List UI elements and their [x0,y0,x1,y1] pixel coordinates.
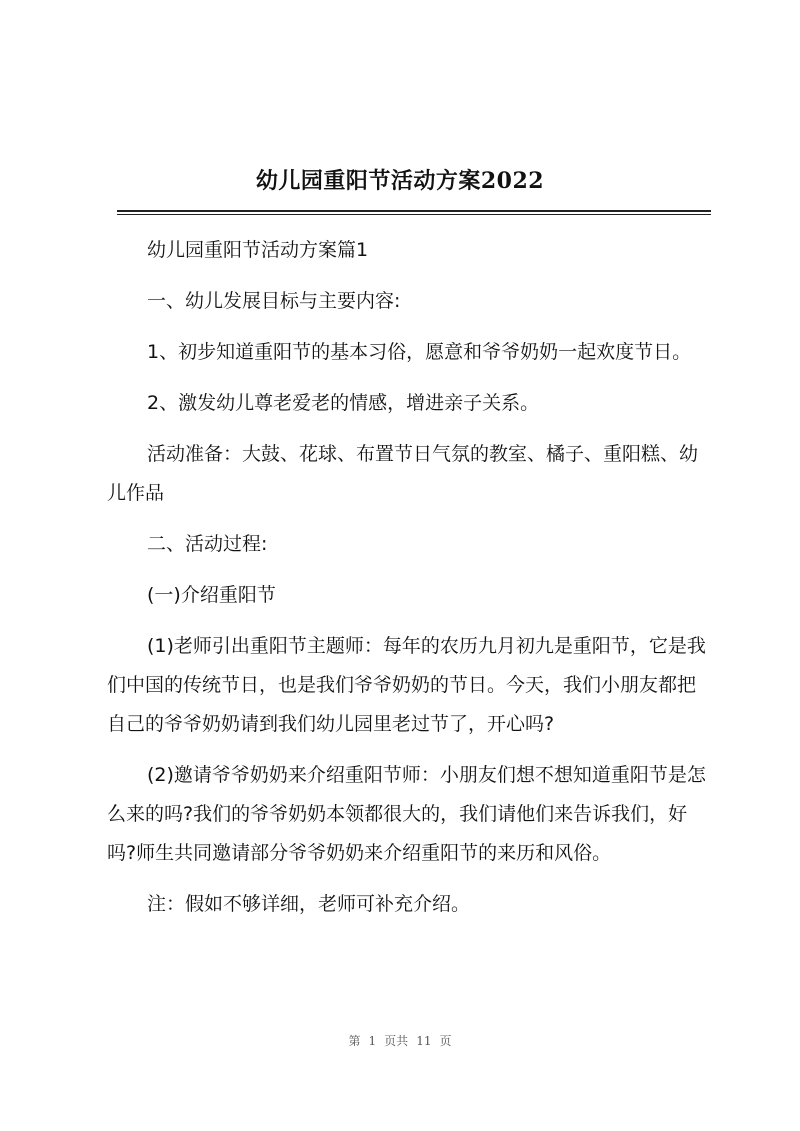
sub-heading: (一)介绍重阳节 [147,584,276,606]
title-divider-thin [117,214,711,215]
note-paragraph: 注：假如不够详细，老师可补充介绍。 [147,893,471,915]
body-paragraph: (1)老师引出重阳节主题师：每年的农历九月初九是重阳节，它是我们中国的传统节日，也是我们爷爷奶奶的节日。今天，我们小朋友都把自己的爷爷奶奶请到我们幼儿园里老过节了，开心吗? [107,635,706,735]
footer-prefix: 第 [348,1034,361,1048]
outline-heading: 一、幼儿发展目标与主要内容: [147,290,401,312]
goal-item: 1、初步知道重阳节的基本习俗，愿意和爷爷奶奶一起欢度节日。 [147,341,692,363]
footer-suffix: 页 [439,1034,452,1048]
outline-heading: 二、活动过程: [147,533,268,555]
section-heading: 幼儿园重阳节活动方案篇1 [147,239,369,261]
materials-paragraph: 活动准备：大鼓、花球、布置节日气氛的教室、橘子、重阳糕、幼儿作品 [107,443,699,504]
footer-mid: 页共 [384,1034,409,1048]
page-footer [0,1032,800,1049]
body-paragraph: (2)邀请爷爷奶奶来介绍重阳节师：小朋友们想不想知道重阳节是怎么来的吗?我们的爷爷奶奶本领都很大的，我们请他们来告诉我们，好吗?师生共同邀请部分爷爷奶奶来介绍重阳节的来历和风俗。 [107,764,706,864]
title-divider-thick [117,210,711,212]
footer-total-pages: 11 [416,1034,432,1048]
document-body [107,231,707,936]
footer-page-number: 1 [368,1034,377,1048]
document-title: 幼儿园重阳节活动方案2022 [255,168,545,194]
goal-item: 2、激发幼儿尊老爱老的情感，增进亲子关系。 [147,392,540,414]
